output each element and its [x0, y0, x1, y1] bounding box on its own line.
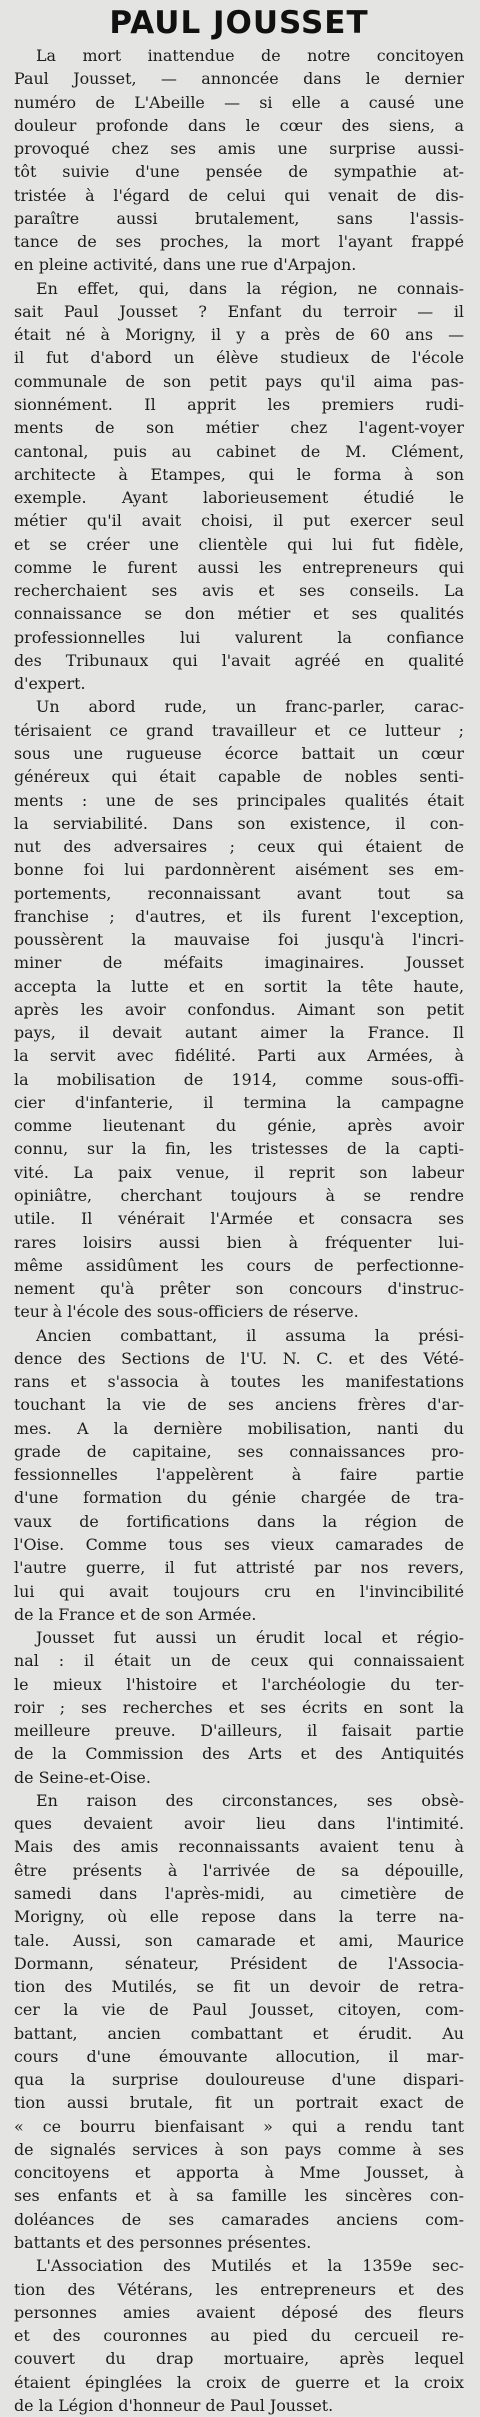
- text-line: nement qu'à prêter son concours d'instruc-: [14, 1279, 464, 1299]
- article-paragraph: [14, 44, 464, 277]
- text-line: roir ; ses recherches et ses écrits en sont la: [14, 1697, 464, 1717]
- text-line: la mobilisation de 1914, comme sous-offi-: [14, 1069, 464, 1089]
- text-line: lui qui avait toujours cru en l'invincibilité: [14, 1581, 464, 1601]
- article-body: [14, 44, 464, 2417]
- text-line: La mort inattendue de notre concitoyen: [36, 46, 464, 65]
- article-headline: PAUL JOUSSET: [109, 5, 369, 41]
- text-line: nut des adversaires ; ceux qui étaient de: [14, 837, 464, 857]
- text-line: concitoyens et apporta à Mme Jousset, à: [14, 2163, 464, 2183]
- text-line: Paul Jousset, — annoncée dans le dernier: [14, 69, 464, 89]
- text-line: d'une formation du génie chargée de tra-: [14, 1488, 464, 1508]
- text-line: L'Association des Mutilés et la 1359e sec-: [36, 2256, 464, 2276]
- text-line: de la Commission des Arts et des Antiquités: [14, 1744, 464, 1764]
- text-line: d'expert.: [14, 674, 86, 694]
- article-paragraph: [14, 2254, 464, 2417]
- article-paragraph: [14, 1626, 464, 1789]
- text-line: bonne foi lui pardonnèrent aisément ses em-: [14, 860, 464, 880]
- text-line: ments de son métier chez l'agent-voyer: [14, 418, 464, 438]
- text-line: cier d'infanterie, il termina la campagne: [14, 1092, 464, 1112]
- text-line: communale de son petit pays qu'il aima pas-: [14, 371, 464, 391]
- text-line: fessionnelles l'appelèrent à faire partie: [14, 1465, 464, 1485]
- text-line: de Seine-et-Oise.: [14, 1767, 151, 1787]
- text-line: dence des Sections de l'U. N. C. et des Vété-: [14, 1348, 464, 1368]
- text-line: en pleine activité, dans une rue d'Arpajon.: [14, 255, 357, 275]
- text-line: opiniâtre, cherchant toujours à se rendre: [14, 1186, 464, 1206]
- text-line: métier qu'il avait choisi, il put exercer seul: [14, 511, 464, 531]
- text-line: professionnelles lui valurent la confiance: [14, 627, 464, 647]
- text-line: l'autre guerre, il fut attristé par nos revers,: [14, 1558, 464, 1578]
- text-line: ments : une de ses principales qualités était: [14, 790, 464, 810]
- text-line: numéro de L'Abeille — si elle a causé une: [14, 92, 464, 112]
- text-line: mes. A la dernière mobilisation, nanti du: [14, 1418, 464, 1438]
- text-line: Dormann, sénateur, Président de l'Associa-: [14, 1953, 464, 1973]
- text-line: En effet, qui, dans la région, ne connais-: [36, 278, 464, 298]
- text-line: tance de ses proches, la mort l'ayant frappé: [14, 232, 464, 252]
- text-line: touchant la vie de ses anciens frères d'ar-: [14, 1395, 464, 1415]
- text-line: Mais des amis reconnaissants avaient tenu à: [14, 1837, 464, 1857]
- text-line: meilleure preuve. D'ailleurs, il faisait partie: [14, 1721, 464, 1741]
- text-line: térisaient ce grand travailleur et ce lutteur ;: [14, 720, 464, 740]
- text-line: connu, sur la fin, les tristesses de la capti-: [14, 1139, 464, 1159]
- text-line: de la Légion d'honneur de Paul Jousset.: [14, 2395, 334, 2415]
- text-line: rans et s'associa à toutes les manifestations: [14, 1372, 464, 1392]
- text-line: cantonal, puis au cabinet de M. Clément,: [14, 441, 464, 461]
- text-line: doléances de ses camarades anciens com-: [14, 2209, 464, 2229]
- text-line: et des couronnes au pied du cercueil re-: [14, 2326, 464, 2346]
- article-paragraph: [14, 1789, 464, 2254]
- text-line: qua la surprise douloureuse d'une dispari-: [14, 2070, 464, 2090]
- text-line: accepta la lutte et en sortit la tête haute,: [14, 976, 464, 996]
- text-line: franchise ; d'autres, et ils furent l'exception,: [14, 906, 464, 926]
- text-line: vité. La paix venue, il reprit son labeur: [14, 1162, 464, 1182]
- text-line: pays, il devait autant aimer la France. Il: [14, 1023, 464, 1043]
- text-line: la serviabilité. Dans son existence, il con-: [14, 813, 464, 833]
- text-line: connaissance se don métier et ses qualités: [14, 604, 464, 624]
- text-line: poussèrent la mauvaise foi jusqu'à l'incri-: [14, 930, 464, 950]
- text-line: Un abord rude, un franc-parler, carac-: [36, 697, 464, 717]
- text-line: teur à l'école des sous-officiers de réserve.: [14, 1302, 359, 1322]
- text-line: personnes amies avaient déposé des fleurs: [14, 2302, 464, 2322]
- text-line: ques devaient avoir lieu dans l'intimité.: [14, 1814, 464, 1834]
- text-line: provoqué chez ses amis une surprise aussi-: [14, 139, 464, 159]
- text-line: et se créer une clientèle qui lui fut fidèle,: [14, 534, 464, 554]
- text-line: le mieux l'histoire et l'archéologie du ter-: [14, 1674, 464, 1694]
- text-line: la servit avec fidélité. Parti aux Armées, à: [14, 1046, 464, 1066]
- text-line: sionnément. Il apprit les premiers rudi-: [14, 394, 464, 414]
- text-line: sous une rugueuse écorce battait un cœur: [14, 743, 464, 763]
- text-line: généreux qui était capable de nobles senti-: [14, 767, 464, 787]
- text-line: Ancien combattant, il assuma la prési-: [36, 1325, 464, 1345]
- text-line: miner de méfaits imaginaires. Jousset: [14, 953, 464, 973]
- text-line: tion des Vétérans, les entrepreneurs et des: [14, 2279, 464, 2299]
- text-line: des Tribunaux qui l'avait agréé en qualité: [14, 650, 464, 670]
- text-line: portements, reconnaissant avant tout sa: [14, 883, 464, 903]
- text-line: l'Oise. Comme tous ses vieux camarades de: [14, 1535, 464, 1554]
- text-line: cours d'une émouvante allocution, il mar-: [14, 2046, 464, 2066]
- text-line: de signalés services à son pays comme à ses: [14, 2139, 464, 2159]
- text-line: tion aussi brutale, fit un portrait exact de: [14, 2093, 464, 2113]
- text-line: était né à Morigny, il y a près de 60 ans —: [14, 325, 464, 345]
- text-line: Morigny, où elle repose dans la terre na-: [14, 1907, 464, 1927]
- text-line: comme le furent aussi les entrepreneurs qui: [14, 557, 464, 577]
- text-line: exemple. Ayant laborieusement étudié le: [14, 488, 464, 508]
- text-line: utile. Il vénérait l'Armée et consacra ses: [14, 1209, 464, 1229]
- text-line: paraître aussi brutalement, sans l'assis-: [14, 208, 464, 228]
- article-paragraph: [14, 695, 464, 1323]
- text-line: Jousset fut aussi un érudit local et régio-: [36, 1628, 464, 1648]
- text-line: vaux de fortifications dans la région de: [14, 1511, 464, 1531]
- text-line: cer la vie de Paul Jousset, citoyen, com-: [14, 2000, 464, 2020]
- text-line: tale. Aussi, son camarade et ami, Maurice: [14, 1930, 464, 1950]
- text-line: rares loisirs aussi bien à fréquenter lui-: [14, 1232, 464, 1252]
- article-paragraph: [14, 277, 464, 696]
- text-line: battants et des personnes présentes.: [14, 2232, 312, 2252]
- text-line: recherchaient ses avis et ses conseils. La: [14, 581, 464, 601]
- text-line: ses enfants et à sa famille les sincères con-: [14, 2186, 464, 2206]
- text-line: « ce bourru bienfaisant » qui a rendu tant: [14, 2116, 464, 2136]
- text-line: comme lieutenant du génie, après avoir: [14, 1116, 464, 1136]
- text-line: même assidûment les cours de perfectionne-: [14, 1255, 464, 1275]
- text-line: battant, ancien combattant et érudit. Au: [14, 2023, 464, 2043]
- article-paragraph: [14, 1324, 464, 1626]
- text-line: samedi dans l'après-midi, au cimetière de: [14, 1883, 464, 1903]
- text-line: être présents à l'arrivée de sa dépouille,: [14, 1860, 464, 1880]
- text-line: de la France et de son Armée.: [14, 1604, 257, 1624]
- text-line: couvert du drap mortuaire, après lequel: [14, 2349, 464, 2369]
- text-line: En raison des circonstances, ses obsè-: [36, 1790, 464, 1810]
- text-line: étaient épinglées la croix de guerre et la croix: [14, 2372, 464, 2392]
- text-line: après les avoir confondus. Aimant son petit: [14, 999, 464, 1019]
- text-line: grade de capitaine, ses connaissances pro-: [14, 1441, 464, 1461]
- text-line: sait Paul Jousset ? Enfant du terroir — il: [14, 301, 464, 321]
- text-line: tristée à l'égard de celui qui venait de dis-: [14, 185, 464, 205]
- text-line: nal : il était un de ceux qui connaissaient: [14, 1651, 464, 1671]
- text-line: douleur profonde dans le cœur des siens, a: [14, 115, 464, 135]
- text-line: tôt suivie d'une pensée de sympathie at-: [14, 162, 464, 182]
- text-line: architecte à Etampes, qui le forma à son: [14, 464, 464, 484]
- text-line: tion des Mutilés, se fit un devoir de retra-: [14, 1977, 464, 1997]
- text-line: il fut d'abord un élève studieux de l'école: [14, 348, 464, 368]
